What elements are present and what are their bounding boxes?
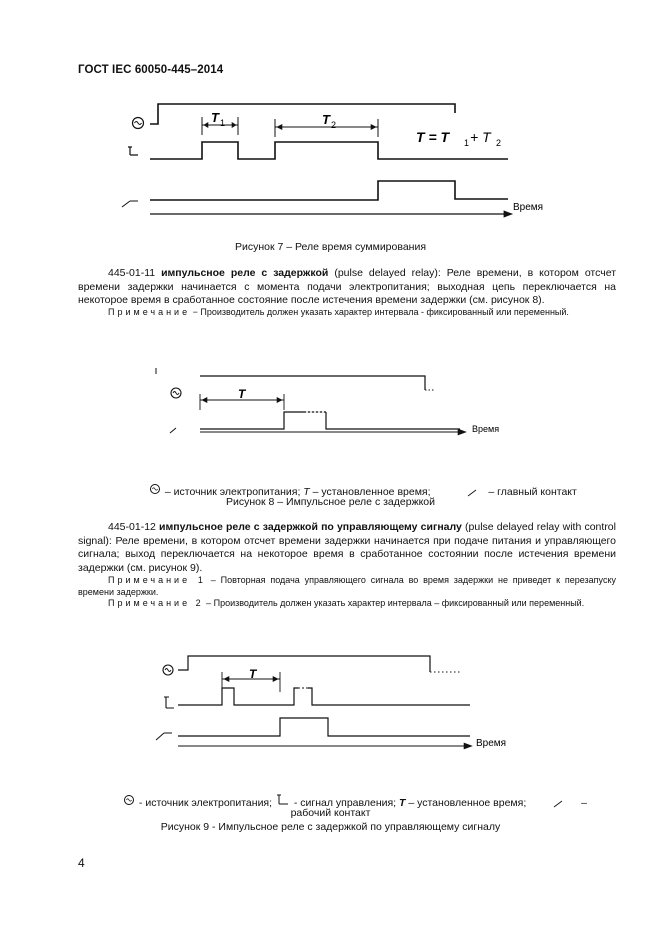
term-445-01-12: 445-01-12 импульсное реле с задержкой по управляющему сигналу (pulse delayed relay with control signal): Реле времени, в котором отсчет времени задержки начинается при подаче питания и управляющего сигнала; выход переключается на некоторое время в сработанное состоянии после истечения времени задержки (см. рисунок 9).	[78, 521, 616, 574]
svg-text:T = T: T = T	[416, 129, 450, 145]
fig9-output-trace	[178, 718, 470, 736]
term-445-01-11: 445-01-11 импульсное реле с задержкой (pulse delayed relay): Реле времени, в котором отсчет времени задержки начинается с момента подачи электропитания; выходная цепь переключается на некоторое время в сработанное состояние после истечения времени задержки (см. рисунок 8).	[78, 267, 617, 307]
figure9-timing-diagram	[150, 650, 520, 760]
figure9-caption: Рисунок 9 - Импульсное реле с задержкой по управляющему сигналу	[160, 821, 501, 833]
t-label: T	[238, 387, 246, 401]
figure9-legend-contact: рабочий контакт	[290, 807, 371, 819]
power-source-icon	[122, 793, 136, 807]
t-label: T	[249, 667, 257, 681]
note-445-01-11: Примечание − Производитель должен указать характер интервала - фиксированный или переменный.	[108, 307, 569, 317]
fig8-output-trace	[200, 412, 326, 429]
figure7-caption: Рисунок 7 – Реле время суммирования	[234, 241, 427, 253]
figure8-legend: – источник электропитания; T – установленное время; – главный контакт	[148, 482, 588, 498]
term-title: импульсное реле с задержкой	[161, 267, 329, 279]
figure7-timing-diagram	[110, 95, 544, 230]
document-header: ГОСТ IEC 60050-445–2014	[78, 64, 224, 76]
fig8-power-trace	[200, 376, 425, 390]
fig9-time-label: Время	[476, 738, 507, 749]
power-source-icon	[148, 482, 162, 496]
figure8-timing-diagram	[150, 360, 520, 445]
control-signal-icon	[164, 697, 174, 708]
fig8-time-label: Время	[472, 424, 500, 434]
note2-445-01-12: Примечание 2 – Производитель должен указать характер интервала – фиксированный или переменный.	[108, 598, 585, 608]
svg-text:1: 1	[464, 138, 470, 148]
t1-label: T	[211, 110, 219, 125]
power-source-icon	[171, 388, 181, 398]
svg-text:1: 1	[220, 118, 226, 128]
control-signal-icon	[128, 147, 138, 155]
term-title: импульсное реле с задержкой по управляющему сигналу	[159, 521, 462, 533]
sum-formula	[416, 129, 501, 148]
t2-label: T	[322, 112, 330, 127]
svg-text:2: 2	[496, 138, 502, 148]
page-number: 4	[78, 856, 85, 870]
control-signal-icon	[275, 792, 291, 806]
contact-icon	[170, 428, 176, 433]
svg-text:2: 2	[331, 120, 337, 130]
contact-icon	[122, 201, 138, 207]
fig7-control-trace	[150, 142, 508, 159]
power-source-icon	[133, 118, 144, 129]
figure8-caption: Рисунок 8 – Импульсное реле с задержкой	[225, 496, 436, 508]
fig7-power-trace	[150, 104, 455, 124]
fig9-power-trace	[178, 656, 430, 672]
contact-icon	[156, 733, 172, 740]
power-source-icon	[163, 665, 173, 675]
fig7-output-trace	[150, 181, 508, 200]
note1-445-01-12: Примечание 1 – Повторная подача управляющего сигнала во время задержки не приведет к перезапуску времени задержки.	[78, 575, 616, 597]
svg-text:+ T: + T	[470, 129, 491, 145]
fig7-time-label: Время	[513, 202, 544, 213]
figure9-legend: - источник электропитания; - сигнал управления; T – установленное время; –	[122, 792, 612, 809]
